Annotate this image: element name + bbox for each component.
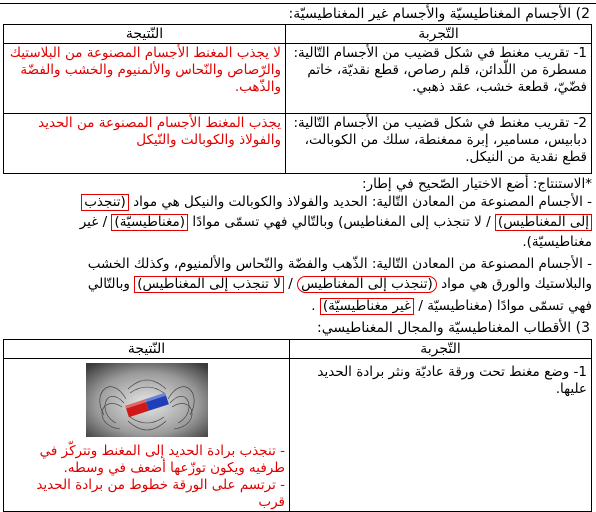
answer-box-magnetic: (مغناطيسيّة) [111, 214, 188, 231]
answer-box-nonmagnetic: غير مغناطيسيّة) [320, 298, 414, 315]
section-2-heading: 2) الأجسام المغناطيسيّة والأجسام غير المغناطيسيّة: [288, 6, 590, 22]
p1-line1-text: - الأجسام المصنوعة من المعادن التّالية: الحديد والفولاذ والكوبالت والنيكل هي مواد [133, 194, 592, 210]
experiment-3-cell [290, 359, 592, 512]
p1-line2-tail: / غير [79, 214, 108, 230]
result-1-cell: لا يجذب المغنط الأجسام المصنوعة من البلاستيك والرّصاص والنّحاس والألمنيوم والخشب والفضّة والذّهب. [4, 44, 286, 114]
section-3-table [3, 339, 592, 512]
conclusion-p2-line1: - الأجسام المصنوعة من المعادن التّالية: الذّهب والفضّة والنّحاس والألمنيوم، وكذلك الخشب [87, 256, 592, 272]
experiment-1-cell: 1- تقريب مغنط في شكل قضيب من الأجسام التّالية: مسطرة من اللّدائن، قلم رصاص، قطع نقديّة، خاتم فضّيّ، قطعة خشب، عقد ذهبي. [286, 44, 592, 114]
experiment-2-cell: 2- تقريب مغنط في شكل قضيب من الأجسام التّالية: دبابيس، مسامير، إبرة ممغنطة، سلك من الكوبالت، قطع نقدية من النيكل. [286, 114, 592, 174]
conclusion-p1-line2 [4, 214, 592, 231]
result-3-line2: - ترتسم على الورقة خطوط من برادة الحديد قرب [36, 477, 285, 510]
conclusion-p3-line [4, 298, 592, 315]
p3-head: فهي تسمّى موادًا (مغناطيسيّة / [418, 298, 592, 314]
header-result-3: النّتيجة [4, 340, 290, 359]
header-result: النّتيجة [4, 25, 286, 44]
section-2-table [3, 24, 592, 174]
p1-line2-text: / لا تنجذب إلى المغناطيس) وبالتّالي فهي تسمّى موادًا [192, 214, 491, 230]
result-3-line1: - تنجذب برادة الحديد إلى المغنط وتتركّز في طرفيه ويكون توزّعها أضعف في وسطه. [39, 443, 285, 476]
answer-box-attract-2: إلى المغناطيس) [495, 214, 592, 231]
p2-line2-mid: / [288, 276, 293, 292]
conclusion-p1-line1 [4, 194, 592, 211]
result-3-cell [4, 359, 290, 512]
answer-oval-attract: (تنجذب إلى المغناطيس [297, 276, 437, 293]
magnet-filings-image [86, 363, 208, 437]
header-experiment: التّجربة [286, 25, 592, 44]
p3-tail: . [311, 298, 316, 314]
conclusion-p1-line3: مغناطيسيّة). [522, 234, 592, 250]
conclusion-p2-line2 [4, 276, 592, 293]
p2-line2-tail: وبالتّالي [87, 276, 130, 292]
top-cutoff-line [0, 0, 596, 5]
result-2-cell: يجذب المغنط الأجسام المصنوعة من الحديد والفولاذ والكوبالت والنّيكل [4, 114, 286, 174]
conclusion-intro: *الاستنتاج: أضع الاختيار الصّحيح في إطار: [362, 176, 592, 192]
header-experiment-3: التّجربة [290, 340, 592, 359]
p2-line2-head: والبلاستيك والورق هي مواد [441, 276, 592, 292]
answer-box-attract-1: (تنجذب [81, 194, 129, 211]
answer-box-not-attract: لا تنجذب إلى المغناطيس) [134, 276, 284, 293]
experiment-3-text: 1- وضع مغنط تحت ورقة عاديّة ونثر برادة الحديد عليها. [317, 364, 587, 397]
section-3-heading: 3) الأقطاب المغناطيسيّة والمجال المغناطيسي: [317, 320, 590, 336]
